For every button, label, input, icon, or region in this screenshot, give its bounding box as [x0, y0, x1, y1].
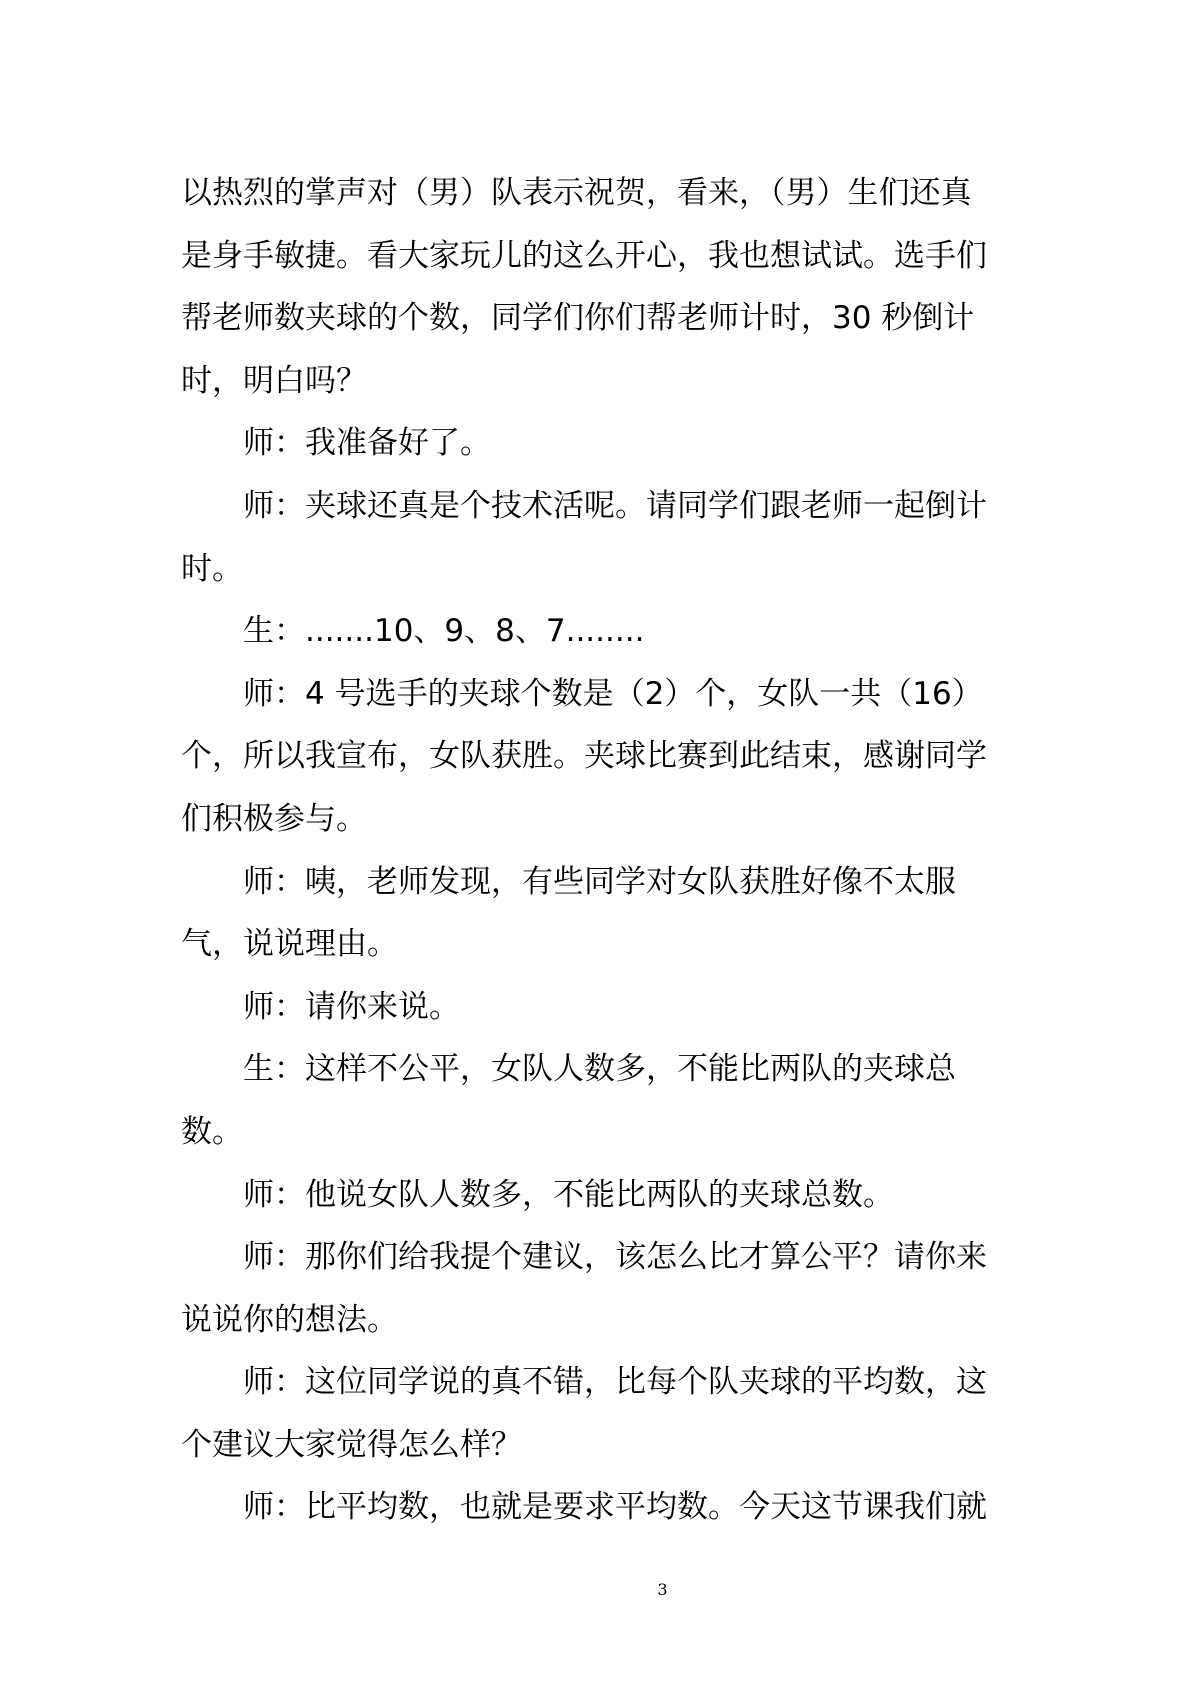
text-line: 时。 [181, 550, 243, 587]
text-line: 生：.......10、9、8、7........ [243, 613, 645, 650]
text-line: 师：夹球还真是个技术活呢。请同学们跟老师一起倒计 [243, 487, 987, 524]
text-line: 师：这位同学说的真不错，比每个队夹球的平均数，这 [243, 1364, 987, 1401]
text-line: 师：咦，老师发现，有些同学对女队获胜好像不太服 [243, 863, 956, 900]
text-line: 个，所以我宣布，女队获胜。夹球比赛到此结束，感谢同学 [181, 738, 987, 775]
text-line: 说说你的想法。 [181, 1301, 398, 1338]
text-line: 师：4 号选手的夹球个数是（2）个，女队一共（16） [243, 675, 983, 712]
text-line: 数。 [181, 1113, 243, 1150]
text-line: 是身手敏捷。看大家玩儿的这么开心，我也想试试。选手们 [181, 237, 987, 274]
text-line: 以热烈的掌声对（男）队表示祝贺，看来，（男）生们还真 [181, 175, 972, 211]
text-line: 师：比平均数，也就是要求平均数。今天这节课我们就 [243, 1489, 987, 1526]
text-line: 师：他说女队人数多，不能比两队的夹球总数。 [243, 1176, 894, 1213]
page-number: 3 [657, 1580, 668, 1599]
text-line: 们积极参与。 [181, 800, 367, 837]
document-body [181, 162, 1023, 1539]
text-line: 生：这样不公平，女队人数多，不能比两队的夹球总 [243, 1051, 956, 1088]
text-line: 个建议大家觉得怎么样？ [181, 1426, 522, 1463]
text-line: 师：那你们给我提个建议，该怎么比才算公平？请你来 [243, 1239, 987, 1276]
text-line: 帮老师数夹球的个数，同学们你们帮老师计时，30 秒倒计 [181, 300, 975, 337]
text-line: 师：请你来说。 [243, 988, 460, 1025]
text-line: 时，明白吗？ [181, 362, 367, 399]
text-line: 师：我准备好了。 [243, 425, 491, 462]
text-line: 气，说说理由。 [181, 926, 398, 963]
